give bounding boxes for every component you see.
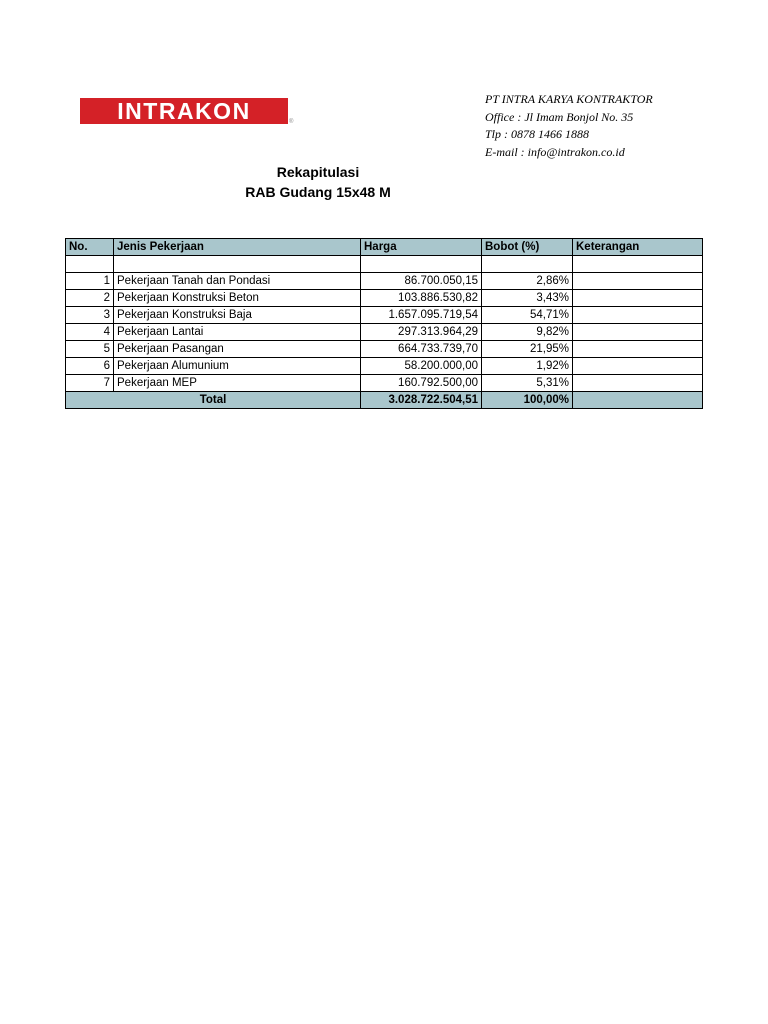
empty-cell: [482, 256, 573, 273]
company-name: PT INTRA KARYA KONTRAKTOR: [485, 92, 653, 106]
total-bobot: 100,00%: [482, 392, 573, 409]
rab-table: [65, 238, 703, 409]
cell-jenis: Pekerjaan Pasangan: [114, 341, 361, 358]
document-subtitle: RAB Gudang 15x48 M: [245, 184, 391, 200]
cell-no: 1: [66, 273, 114, 290]
table-row: [66, 324, 703, 341]
registered-mark: ®: [289, 119, 294, 125]
empty-cell: [361, 256, 482, 273]
cell-keterangan: [573, 341, 703, 358]
logo-text: INTRAKON: [117, 97, 251, 124]
cell-jenis: Pekerjaan Konstruksi Baja: [114, 307, 361, 324]
cell-bobot: 54,71%: [482, 307, 573, 324]
cell-jenis: Pekerjaan Tanah dan Pondasi: [114, 273, 361, 290]
header-keterangan: Keterangan: [573, 239, 703, 256]
cell-bobot: 1,92%: [482, 358, 573, 375]
empty-cell: [573, 256, 703, 273]
company-phone: Tlp : 0878 1466 1888: [485, 127, 590, 141]
cell-jenis: Pekerjaan MEP: [114, 375, 361, 392]
company-logo: [80, 98, 288, 124]
cell-jenis: Pekerjaan Lantai: [114, 324, 361, 341]
cell-no: 6: [66, 358, 114, 375]
table-row: [66, 375, 703, 392]
cell-bobot: 5,31%: [482, 375, 573, 392]
cell-no: 3: [66, 307, 114, 324]
table-row: [66, 290, 703, 307]
header-bobot: Bobot (%): [482, 239, 573, 256]
cell-harga: 103.886.530,82: [361, 290, 482, 307]
total-row: [66, 392, 703, 409]
cell-keterangan: [573, 358, 703, 375]
cell-harga: 58.200.000,00: [361, 358, 482, 375]
cell-harga: 86.700.050,15: [361, 273, 482, 290]
header-no: No.: [66, 239, 114, 256]
table-row: [66, 358, 703, 375]
document-title: Rekapitulasi: [276, 164, 360, 180]
empty-cell: [66, 256, 114, 273]
table-row: [66, 341, 703, 358]
cell-no: 5: [66, 341, 114, 358]
header-harga: Harga: [361, 239, 482, 256]
cell-jenis: Pekerjaan Alumunium: [114, 358, 361, 375]
cell-bobot: 2,86%: [482, 273, 573, 290]
cell-bobot: 9,82%: [482, 324, 573, 341]
header-jenis: Jenis Pekerjaan: [114, 239, 361, 256]
cell-keterangan: [573, 375, 703, 392]
cell-harga: 1.657.095.719,54: [361, 307, 482, 324]
table-header-row: [66, 239, 703, 256]
empty-row: [66, 256, 703, 273]
cell-harga: 664.733.739,70: [361, 341, 482, 358]
empty-cell: [114, 256, 361, 273]
table-row: [66, 307, 703, 324]
cell-keterangan: [573, 307, 703, 324]
company-office: Office : Jl Imam Bonjol No. 35: [485, 109, 634, 124]
cell-jenis: Pekerjaan Konstruksi Beton: [114, 290, 361, 307]
total-label: Total: [66, 392, 361, 409]
total-harga: 3.028.722.504,51: [361, 392, 482, 409]
cell-bobot: 21,95%: [482, 341, 573, 358]
cell-keterangan: [573, 273, 703, 290]
cell-harga: 297.313.964,29: [361, 324, 482, 341]
company-info: [485, 91, 653, 161]
cell-keterangan: [573, 324, 703, 341]
cell-bobot: 3,43%: [482, 290, 573, 307]
company-email: E-mail : info@intrakon.co.id: [485, 144, 625, 159]
total-keterangan: [573, 392, 703, 409]
cell-no: 4: [66, 324, 114, 341]
table-row: [66, 273, 703, 290]
cell-harga: 160.792.500,00: [361, 375, 482, 392]
cell-no: 2: [66, 290, 114, 307]
cell-no: 7: [66, 375, 114, 392]
cell-keterangan: [573, 290, 703, 307]
